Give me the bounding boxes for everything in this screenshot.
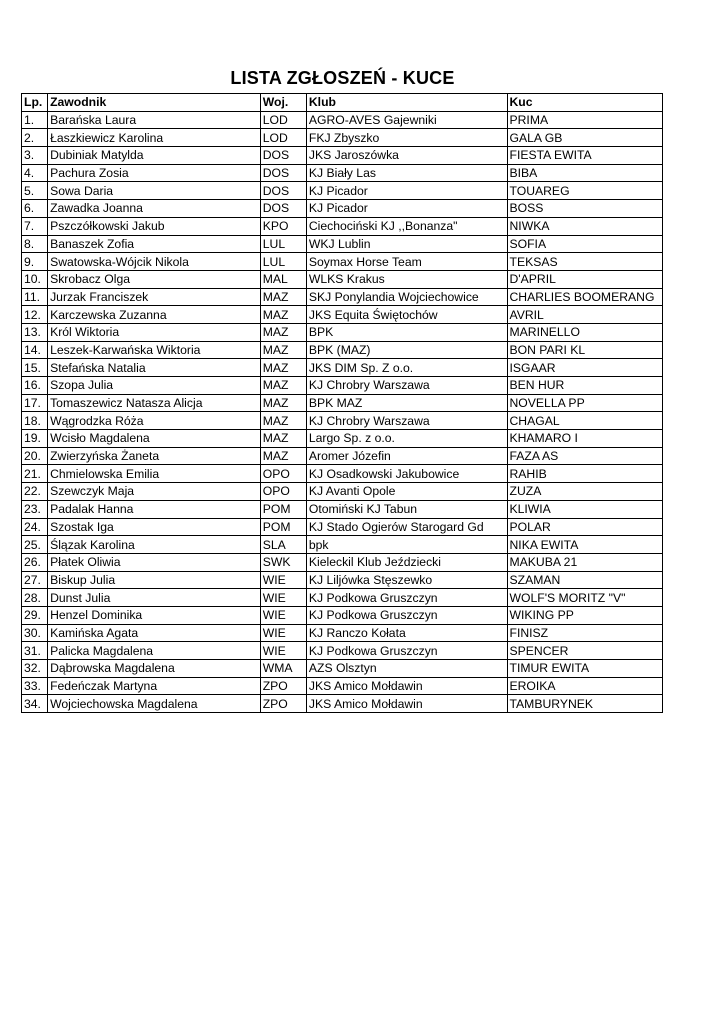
cell-rider: Henzel Dominika: [48, 606, 261, 624]
cell-region: MAZ: [260, 359, 306, 377]
cell-lp: 17.: [22, 394, 48, 412]
cell-region: LUL: [260, 253, 306, 271]
cell-club: KJ Picador: [306, 200, 507, 218]
cell-lp: 19.: [22, 430, 48, 448]
table-row: [22, 253, 663, 271]
cell-lp: 16.: [22, 377, 48, 395]
cell-pony: NIKA EWITA: [507, 536, 663, 554]
cell-club: AGRO-AVES Gajewniki: [306, 111, 507, 129]
cell-region: LOD: [260, 111, 306, 129]
cell-lp: 25.: [22, 536, 48, 554]
table-row: [22, 129, 663, 147]
cell-club: KJ Avanti Opole: [306, 483, 507, 501]
cell-pony: POLAR: [507, 518, 663, 536]
table-row: [22, 200, 663, 218]
cell-pony: TEKSAS: [507, 253, 663, 271]
cell-rider: Fedeńczak Martyna: [48, 677, 261, 695]
cell-region: WIE: [260, 642, 306, 660]
cell-region: WMA: [260, 660, 306, 678]
cell-lp: 29.: [22, 606, 48, 624]
cell-rider: Szostak Iga: [48, 518, 261, 536]
cell-pony: BIBA: [507, 164, 663, 182]
cell-pony: CHAGAL: [507, 412, 663, 430]
cell-pony: TOUAREG: [507, 182, 663, 200]
cell-club: KJ Podkowa Gruszczyn: [306, 606, 507, 624]
cell-pony: MARINELLO: [507, 323, 663, 341]
cell-lp: 21.: [22, 465, 48, 483]
cell-lp: 4.: [22, 164, 48, 182]
cell-region: OPO: [260, 465, 306, 483]
cell-pony: KLIWIA: [507, 500, 663, 518]
table-header-row: [22, 94, 663, 112]
cell-region: MAZ: [260, 306, 306, 324]
table-row: [22, 164, 663, 182]
cell-club: Otomiński KJ Tabun: [306, 500, 507, 518]
cell-lp: 2.: [22, 129, 48, 147]
table-row: [22, 624, 663, 642]
cell-lp: 26.: [22, 553, 48, 571]
cell-club: BPK MAZ: [306, 394, 507, 412]
cell-rider: Jurzak Franciszek: [48, 288, 261, 306]
cell-pony: SZAMAN: [507, 571, 663, 589]
cell-rider: Szewczyk Maja: [48, 483, 261, 501]
table-row: [22, 571, 663, 589]
cell-rider: Zawadka Joanna: [48, 200, 261, 218]
cell-region: MAZ: [260, 323, 306, 341]
cell-lp: 20.: [22, 447, 48, 465]
table-row: [22, 235, 663, 253]
cell-pony: CHARLIES BOOMERANG: [507, 288, 663, 306]
cell-rider: Wcisło Magdalena: [48, 430, 261, 448]
cell-rider: Wojciechowska Magdalena: [48, 695, 261, 713]
cell-club: WLKS Krakus: [306, 270, 507, 288]
cell-lp: 30.: [22, 624, 48, 642]
cell-club: BPK (MAZ): [306, 341, 507, 359]
cell-lp: 1.: [22, 111, 48, 129]
cell-region: DOS: [260, 164, 306, 182]
cell-club: SKJ Ponylandia Wojciechowice: [306, 288, 507, 306]
cell-pony: NOVELLA PP: [507, 394, 663, 412]
table-row: [22, 147, 663, 165]
cell-pony: NIWKA: [507, 217, 663, 235]
column-header-club: Klub: [306, 94, 507, 112]
cell-pony: BOSS: [507, 200, 663, 218]
cell-region: MAZ: [260, 341, 306, 359]
cell-rider: Wągrodzka Róża: [48, 412, 261, 430]
cell-lp: 7.: [22, 217, 48, 235]
table-row: [22, 341, 663, 359]
cell-rider: Padalak Hanna: [48, 500, 261, 518]
cell-lp: 5.: [22, 182, 48, 200]
cell-rider: Stefańska Natalia: [48, 359, 261, 377]
table-row: [22, 553, 663, 571]
cell-rider: Kamińska Agata: [48, 624, 261, 642]
cell-region: SLA: [260, 536, 306, 554]
table-row: [22, 270, 663, 288]
table-row: [22, 359, 663, 377]
cell-region: MAL: [260, 270, 306, 288]
cell-pony: BON PARI KL: [507, 341, 663, 359]
cell-rider: Pachura Zosia: [48, 164, 261, 182]
cell-lp: 22.: [22, 483, 48, 501]
cell-region: DOS: [260, 182, 306, 200]
cell-region: WIE: [260, 571, 306, 589]
cell-club: KJ Stado Ogierów Starogard Gd: [306, 518, 507, 536]
table-row: [22, 412, 663, 430]
cell-rider: Szopa Julia: [48, 377, 261, 395]
cell-club: JKS DIM Sp. Z o.o.: [306, 359, 507, 377]
cell-club: Kieleckil Klub Jeździecki: [306, 553, 507, 571]
cell-club: AZS Olsztyn: [306, 660, 507, 678]
cell-club: Largo Sp. z o.o.: [306, 430, 507, 448]
cell-club: bpk: [306, 536, 507, 554]
cell-pony: TIMUR EWITA: [507, 660, 663, 678]
cell-lp: 11.: [22, 288, 48, 306]
cell-rider: Król Wiktoria: [48, 323, 261, 341]
cell-lp: 3.: [22, 147, 48, 165]
entries-body: [22, 111, 663, 712]
cell-lp: 13.: [22, 323, 48, 341]
cell-club: KJ Liljówka Stęszewko: [306, 571, 507, 589]
cell-pony: GALA GB: [507, 129, 663, 147]
cell-region: WIE: [260, 589, 306, 607]
cell-rider: Swatowska-Wójcik Nikola: [48, 253, 261, 271]
cell-lp: 23.: [22, 500, 48, 518]
cell-club: WKJ Lublin: [306, 235, 507, 253]
cell-pony: TAMBURYNEK: [507, 695, 663, 713]
cell-club: KJ Osadkowski Jakubowice: [306, 465, 507, 483]
cell-rider: Płatek Oliwia: [48, 553, 261, 571]
cell-rider: Leszek-Karwańska Wiktoria: [48, 341, 261, 359]
table-row: [22, 518, 663, 536]
cell-lp: 10.: [22, 270, 48, 288]
cell-lp: 15.: [22, 359, 48, 377]
cell-pony: SPENCER: [507, 642, 663, 660]
cell-lp: 18.: [22, 412, 48, 430]
cell-pony: RAHIB: [507, 465, 663, 483]
cell-pony: FINISZ: [507, 624, 663, 642]
cell-rider: Łaszkiewicz Karolina: [48, 129, 261, 147]
cell-lp: 6.: [22, 200, 48, 218]
cell-club: KJ Picador: [306, 182, 507, 200]
cell-club: JKS Amico Mołdawin: [306, 677, 507, 695]
cell-region: POM: [260, 518, 306, 536]
cell-region: ZPO: [260, 695, 306, 713]
cell-club: KJ Chrobry Warszawa: [306, 377, 507, 395]
table-row: [22, 536, 663, 554]
cell-lp: 28.: [22, 589, 48, 607]
cell-rider: Chmielowska Emilia: [48, 465, 261, 483]
cell-pony: ISGAAR: [507, 359, 663, 377]
table-row: [22, 323, 663, 341]
cell-region: WIE: [260, 606, 306, 624]
cell-pony: WOLF'S MORITZ "V": [507, 589, 663, 607]
cell-rider: Skrobacz Olga: [48, 270, 261, 288]
cell-region: MAZ: [260, 447, 306, 465]
cell-pony: SOFIA: [507, 235, 663, 253]
cell-club: FKJ Zbyszko: [306, 129, 507, 147]
cell-region: LUL: [260, 235, 306, 253]
cell-club: KJ Biały Las: [306, 164, 507, 182]
table-row: [22, 217, 663, 235]
table-row: [22, 377, 663, 395]
cell-lp: 27.: [22, 571, 48, 589]
cell-rider: Zwierzyńska Żaneta: [48, 447, 261, 465]
cell-rider: Ślązak Karolina: [48, 536, 261, 554]
cell-club: KJ Podkowa Gruszczyn: [306, 642, 507, 660]
cell-pony: FIESTA EWITA: [507, 147, 663, 165]
table-row: [22, 642, 663, 660]
table-row: [22, 111, 663, 129]
cell-club: KJ Ranczo Kołata: [306, 624, 507, 642]
cell-club: Soymax Horse Team: [306, 253, 507, 271]
cell-lp: 9.: [22, 253, 48, 271]
cell-rider: Banaszek Zofia: [48, 235, 261, 253]
cell-pony: PRIMA: [507, 111, 663, 129]
table-row: [22, 394, 663, 412]
cell-region: WIE: [260, 624, 306, 642]
cell-region: SWK: [260, 553, 306, 571]
cell-club: Aromer Józefin: [306, 447, 507, 465]
cell-club: KJ Podkowa Gruszczyn: [306, 589, 507, 607]
table-row: [22, 500, 663, 518]
cell-pony: BEN HUR: [507, 377, 663, 395]
cell-rider: Barańska Laura: [48, 111, 261, 129]
cell-rider: Karczewska Zuzanna: [48, 306, 261, 324]
cell-rider: Dunst Julia: [48, 589, 261, 607]
cell-lp: 14.: [22, 341, 48, 359]
cell-rider: Biskup Julia: [48, 571, 261, 589]
table-row: [22, 288, 663, 306]
cell-region: MAZ: [260, 430, 306, 448]
cell-rider: Sowa Daria: [48, 182, 261, 200]
cell-lp: 8.: [22, 235, 48, 253]
table-row: [22, 695, 663, 713]
cell-pony: MAKUBA 21: [507, 553, 663, 571]
cell-lp: 32.: [22, 660, 48, 678]
entries-table: [21, 93, 663, 713]
cell-pony: EROIKA: [507, 677, 663, 695]
cell-lp: 34.: [22, 695, 48, 713]
table-row: [22, 606, 663, 624]
cell-pony: AVRIL: [507, 306, 663, 324]
cell-club: JKS Equita Świętochów: [306, 306, 507, 324]
table-row: [22, 430, 663, 448]
cell-pony: D'APRIL: [507, 270, 663, 288]
cell-region: OPO: [260, 483, 306, 501]
cell-region: MAZ: [260, 412, 306, 430]
column-header-lp: Lp.: [22, 94, 48, 112]
cell-lp: 31.: [22, 642, 48, 660]
cell-lp: 12.: [22, 306, 48, 324]
cell-rider: Dąbrowska Magdalena: [48, 660, 261, 678]
column-header-pony: Kuc: [507, 94, 663, 112]
column-header-region: Woj.: [260, 94, 306, 112]
table-row: [22, 483, 663, 501]
cell-club: JKS Amico Mołdawin: [306, 695, 507, 713]
cell-region: DOS: [260, 200, 306, 218]
cell-club: BPK: [306, 323, 507, 341]
table-row: [22, 306, 663, 324]
cell-lp: 24.: [22, 518, 48, 536]
cell-rider: Tomaszewicz Natasza Alicja: [48, 394, 261, 412]
cell-club: KJ Chrobry Warszawa: [306, 412, 507, 430]
page-title: LISTA ZGŁOSZEŃ - KUCE: [230, 68, 455, 88]
cell-pony: ZUZA: [507, 483, 663, 501]
cell-region: POM: [260, 500, 306, 518]
cell-pony: FAZA AS: [507, 447, 663, 465]
cell-lp: 33.: [22, 677, 48, 695]
cell-region: ZPO: [260, 677, 306, 695]
cell-rider: Palicka Magdalena: [48, 642, 261, 660]
cell-region: LOD: [260, 129, 306, 147]
column-header-rider: Zawodnik: [48, 94, 261, 112]
cell-pony: WIKING PP: [507, 606, 663, 624]
cell-rider: Pszczółkowski Jakub: [48, 217, 261, 235]
table-row: [22, 660, 663, 678]
cell-club: JKS Jaroszówka: [306, 147, 507, 165]
table-row: [22, 589, 663, 607]
cell-rider: Dubiniak Matylda: [48, 147, 261, 165]
cell-region: MAZ: [260, 377, 306, 395]
cell-pony: KHAMARO I: [507, 430, 663, 448]
table-row: [22, 465, 663, 483]
cell-region: DOS: [260, 147, 306, 165]
cell-region: MAZ: [260, 288, 306, 306]
cell-region: KPO: [260, 217, 306, 235]
table-row: [22, 677, 663, 695]
table-row: [22, 182, 663, 200]
cell-club: Ciechociński KJ ,,Bonanza": [306, 217, 507, 235]
table-row: [22, 447, 663, 465]
cell-region: MAZ: [260, 394, 306, 412]
